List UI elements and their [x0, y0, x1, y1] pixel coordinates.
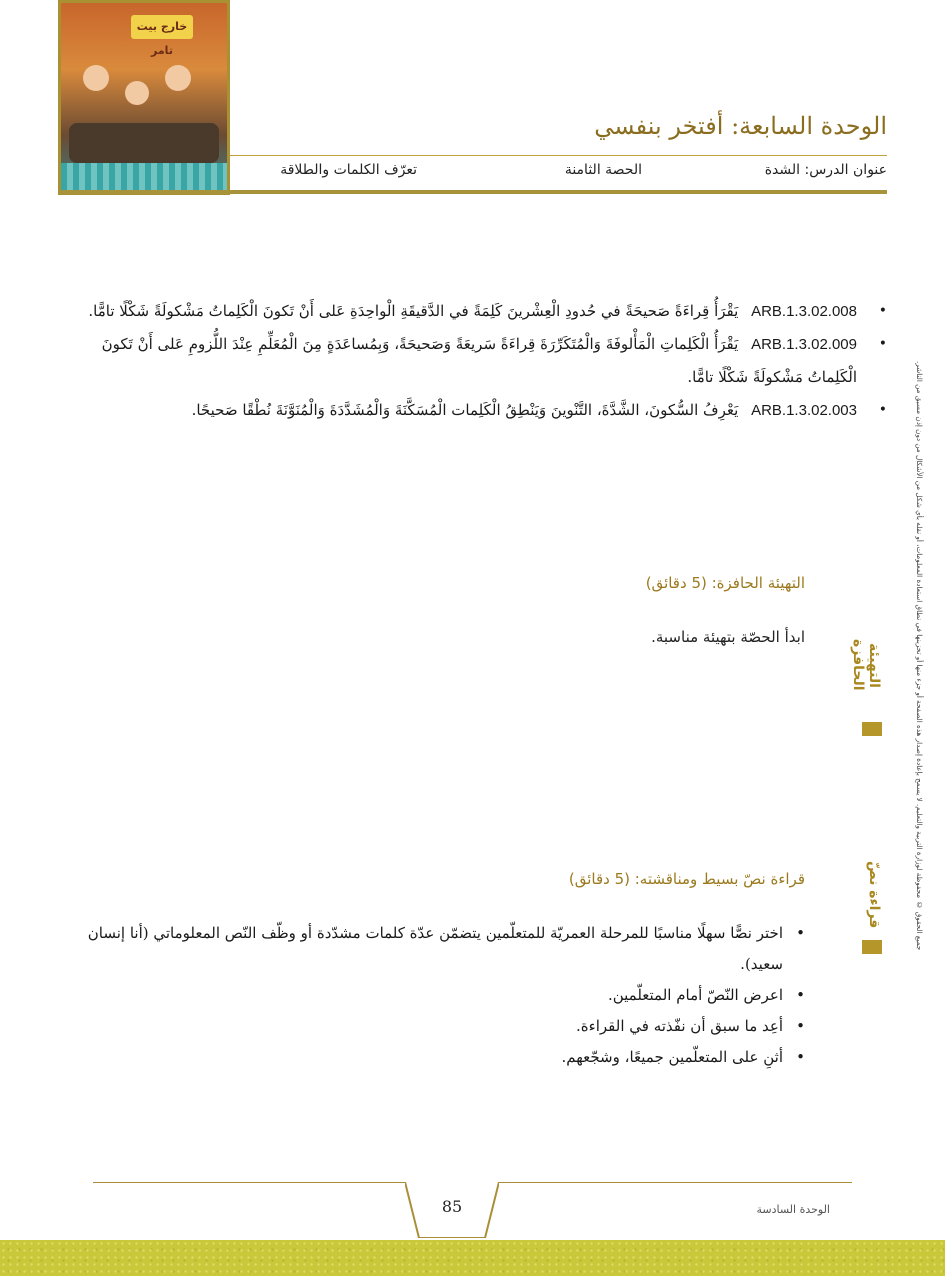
objective-item	[67, 295, 887, 328]
book-cover-image	[58, 0, 230, 195]
copyright-notice: جميع الحقوق © محفوظة لوزارة التربية والتعليم. لا يسمح بإعادة إصدار هذه الصفحة أو جزء منها أو تخزينها في نطاق استعادة المعلومات، أو نقله بأي شكل من الأشكال من دون إذن مسبق من الناشر.	[915, 360, 924, 950]
bullet-icon: •	[878, 303, 887, 319]
bullet-icon: •	[878, 402, 887, 418]
reading-steps-list	[85, 918, 805, 1073]
cover-title: خارج بيت تامر	[131, 15, 193, 39]
bullet-icon: •	[796, 986, 805, 1004]
bullet-icon: •	[878, 336, 887, 352]
list-item-text: اعرض النّصّ أمام المتعلّمين.	[607, 986, 783, 1004]
header-bottom-rule	[58, 190, 887, 194]
footer-decorative-strip	[0, 1240, 945, 1276]
cover-doll-left	[83, 65, 109, 91]
list-item	[85, 980, 805, 1011]
lesson-info-row	[227, 162, 887, 186]
bullet-icon: •	[796, 924, 805, 942]
section-side-label-warmup: التهيئة الحافزة	[850, 639, 882, 691]
unit-title: الوحدة السابعة: أفتخر بنفسي	[594, 112, 887, 140]
list-item	[85, 1011, 805, 1042]
list-item-text: اختر نصًّا سهلًا مناسبًا للمرحلة العمريّة للمتعلّمين يتضمّن عدّة كلمات مشدّدة أو وظّف النّص المعلوماتي (أنا إنسان سعيد).	[87, 924, 783, 973]
cover-sofa	[69, 123, 219, 163]
lesson-name: عنوان الدرس: الشدة	[764, 162, 887, 178]
page-number: 85	[441, 1197, 463, 1216]
list-item	[85, 918, 805, 980]
section-side-marker	[862, 940, 882, 954]
objective-item	[67, 394, 887, 427]
list-item-text: أثنِ على المتعلّمين جميعًا، وشجّعهم.	[561, 1048, 783, 1066]
bullet-icon: •	[796, 1017, 805, 1035]
footer-unit-label: الوحدة السادسة	[756, 1203, 830, 1216]
section-text-warmup: ابدأ الحصّة بتهيئة مناسبة.	[651, 628, 805, 646]
objective-text: يَعْرِفُ السُّكونَ، الشَّدَّةَ، التَّنْوينَ وَيَنْطِقُ الْكَلِمات الْمُسَكَّنَةَ وَالْمُشَدَّدَةَ وَالْمُنَوَّنَةَ نُطْقًا صَحيحًا.	[191, 401, 739, 419]
objective-item	[67, 328, 887, 394]
section-title-reading: قراءة نصّ بسيط ومناقشته: (5 دقائق)	[568, 870, 805, 888]
list-item	[85, 1042, 805, 1073]
objective-text: يَقْرَأُ قِراءَةً صَحيحَةً في حُدودِ الْعِشْرينَ كَلِمَةً في الدَّقيقَةِ الْواحِدَةِ عَلى أَنْ تَكونَ الْكَلِماتُ مَشْكولَةً شَكْلًا تامًّا.	[88, 302, 739, 320]
section-side-marker	[862, 722, 882, 736]
bullet-icon: •	[796, 1048, 805, 1066]
lesson-period: الحصة الثامنة	[564, 162, 642, 178]
section-side-label-reading: قراءة نصّ	[866, 861, 882, 929]
section-title-warmup: التهيئة الحافزة: (5 دقائق)	[645, 574, 805, 592]
objective-code: ARB.1.3.02.003	[751, 402, 857, 419]
objectives-list	[67, 295, 887, 427]
list-item-text: أعِد ما سبق أن نفّذته في القراءة.	[576, 1017, 783, 1035]
lesson-skill: تعرّف الكلمات والطلاقة	[280, 162, 417, 178]
objective-code: ARB.1.3.02.008	[751, 303, 857, 320]
cover-doll-middle	[125, 81, 149, 105]
objective-code: ARB.1.3.02.009	[751, 336, 857, 353]
cover-doll-right	[165, 65, 191, 91]
objective-text: يَقْرَأُ الْكَلِماتِ الْمَأْلوفَةَ وَالْمُتَكَرِّرَةَ قِراءَةً سَريعَةً وَصَحيحَةً، وَبِمُساعَدَةٍ مِنَ الْمُعَلِّمِ عِنْدَ اللُّزومِ عَلى أَنْ تَكونَ الْكَلِماتُ مَشْكولَةً شَكْلًا تامًّا.	[101, 335, 857, 386]
header-divider	[230, 155, 887, 156]
